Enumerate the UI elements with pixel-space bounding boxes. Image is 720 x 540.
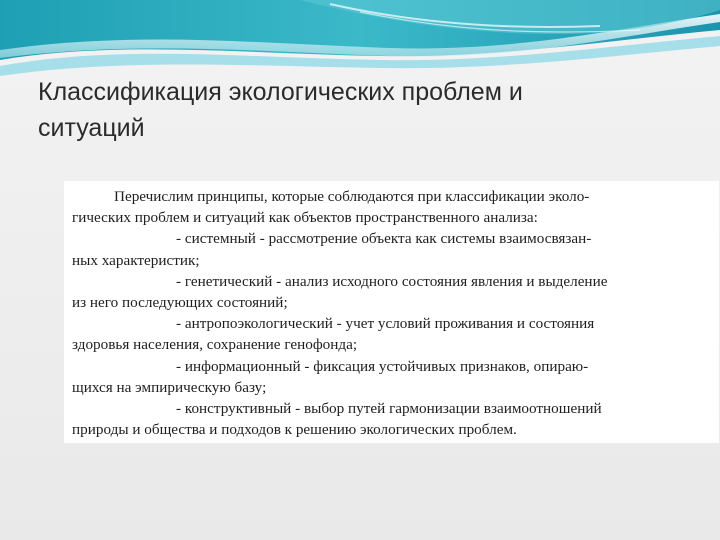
text-line: - антропоэкологический - учет условий проживания и состояния <box>176 315 595 333</box>
text-line: - конструктивный - выбор путей гармонизации взаимоотношений <box>176 400 602 418</box>
text-line: здоровья населения, сохранение генофонда; <box>72 336 358 354</box>
text-line: - системный - рассмотрение объекта как системы взаимосвязан- <box>176 230 592 248</box>
principles-text <box>72 186 702 440</box>
text-line: - генетический - анализ исходного состояния явления и выделение <box>176 272 608 290</box>
slide-title <box>38 74 678 146</box>
text-line: - информационный - фиксация устойчивых признаков, опираю- <box>176 357 589 375</box>
text-line: из него последующих состояний; <box>72 294 288 312</box>
text-line: гических проблем и ситуаций как объектов пространственного анализа: <box>72 209 538 227</box>
text-line: щихся на эмпирическую базу; <box>72 378 267 396</box>
scanned-text-panel <box>64 181 719 443</box>
header-wave-decoration <box>0 0 720 80</box>
slide-title-line-2: ситуаций <box>38 114 145 142</box>
text-line: ных характеристик; <box>72 251 200 269</box>
slide-title-line-1: Классификация экологических проблем и <box>38 78 523 106</box>
text-line: природы и общества и подходов к решению экологических проблем. <box>72 421 517 439</box>
text-line: Перечислим принципы, которые соблюдаются при классификации эколо- <box>114 188 590 205</box>
